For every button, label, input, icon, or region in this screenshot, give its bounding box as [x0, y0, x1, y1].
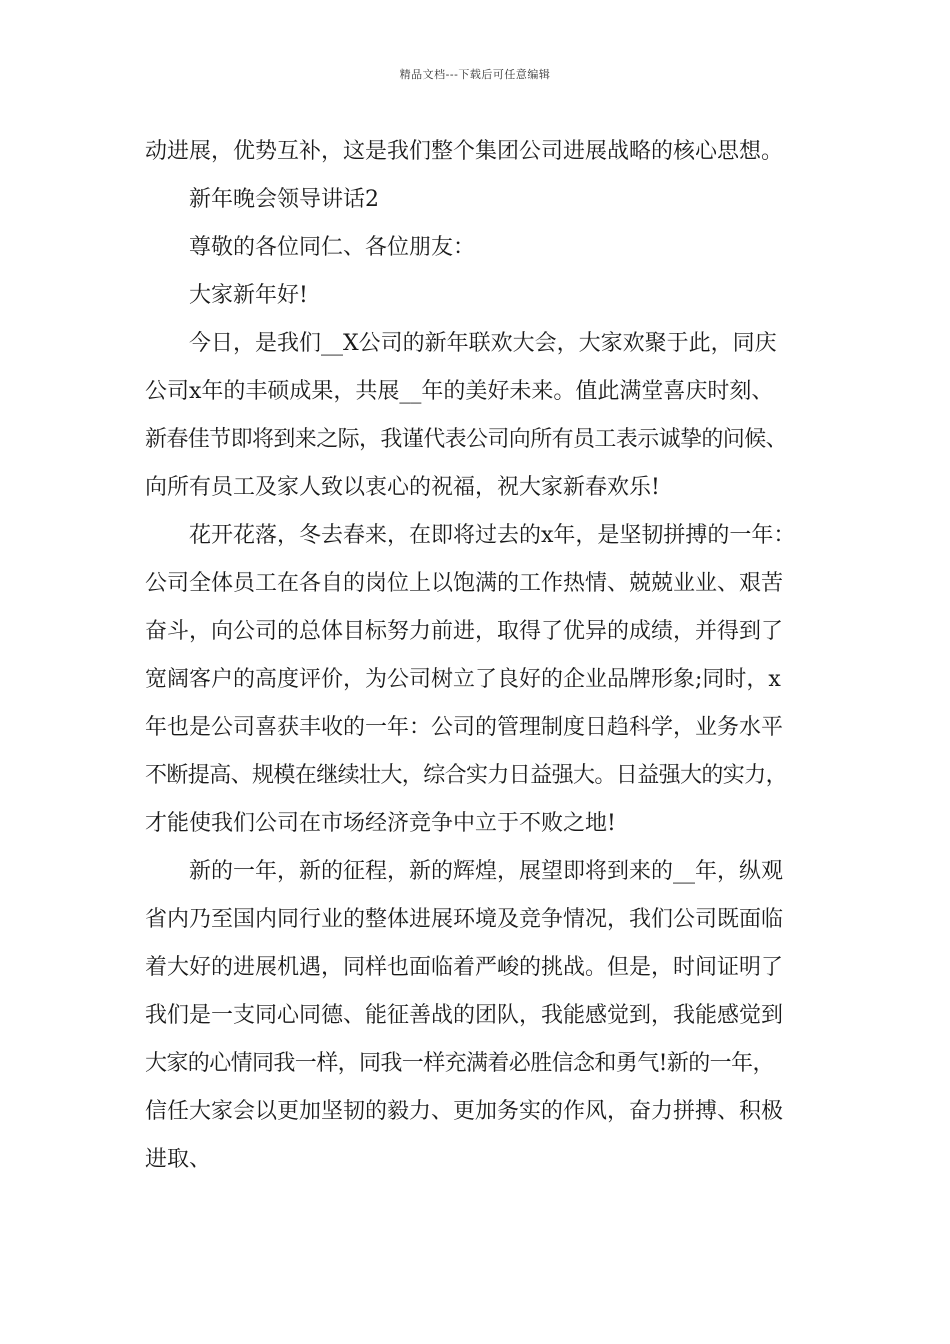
text-line-21: 信任大家会以更加坚韧的毅力、更加务实的作风，奋力拼搏、积极	[145, 1099, 784, 1124]
text-line-11: 奋斗，向公司的总体目标努力前进，取得了优异的成绩，并得到了	[145, 619, 784, 644]
text-line-1: 动进展，优势互补，这是我们整个集团公司进展战略的核心思想。	[145, 139, 784, 164]
section-title: 新年晚会领导讲话2	[189, 187, 379, 212]
text-line-6: 公司x年的丰硕成果，共展__年的美好未来。值此满堂喜庆时刻、	[145, 379, 774, 404]
salutation: 尊敬的各位同仁、各位朋友：	[189, 235, 476, 260]
text-line-13: 年也是公司喜获丰收的一年：公司的管理制度日趋科学，业务水平	[145, 715, 784, 740]
text-line-14: 不断提高、规模在继续壮大，综合实力日益强大。日益强大的实力，	[145, 763, 788, 788]
text-line-19: 我们是一支同心同德、能征善战的团队，我能感觉到，我能感觉到	[145, 1003, 784, 1028]
text-line-16: 新的一年，新的征程，新的辉煌，展望即将到来的__年，纵观	[189, 859, 784, 884]
document-body	[145, 128, 825, 1184]
greeting: 大家新年好!	[189, 283, 308, 308]
text-line-12: 宽阔客户的高度评价，为公司树立了良好的企业品牌形象;同时，x	[145, 667, 781, 692]
text-line-15: 才能使我们公司在市场经济竞争中立于不败之地!	[145, 811, 616, 836]
text-line-5: 今日，是我们__X公司的新年联欢大会，大家欢聚于此，同庆	[189, 331, 777, 356]
text-line-9: 花开花落，冬去春来，在即将过去的x年，是坚韧拼搏的一年：	[189, 523, 796, 548]
text-line-17: 省内乃至国内同行业的整体进展环境及竞争情况，我们公司既面临	[145, 907, 784, 932]
text-line-7: 新春佳节即将到来之际，我谨代表公司向所有员工表示诚挚的问候、	[145, 427, 788, 452]
text-line-18: 着大好的进展机遇，同样也面临着严峻的挑战。但是，时间证明了	[145, 955, 784, 980]
text-line-10: 公司全体员工在各自的岗位上以饱满的工作热情、兢兢业业、艰苦	[145, 571, 784, 596]
text-line-8: 向所有员工及家人致以衷心的祝福，祝大家新春欢乐!	[145, 475, 660, 500]
text-line-20: 大家的心情同我一样，同我一样充满着必胜信念和勇气!新的一年，	[145, 1051, 774, 1076]
text-line-22: 进取、	[145, 1147, 212, 1172]
page-header: 精品文档---下载后可任意编辑	[399, 68, 551, 81]
